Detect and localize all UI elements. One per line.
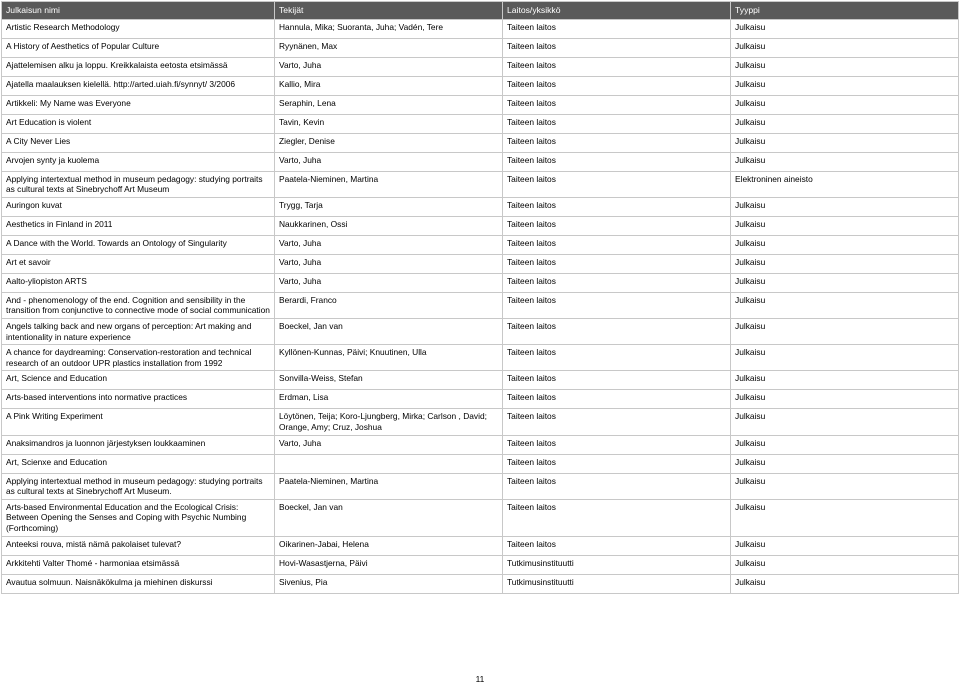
type-cell: Julkaisu xyxy=(731,435,959,454)
authors-cell: Boeckel, Jan van xyxy=(275,318,503,344)
table-row xyxy=(2,345,959,371)
authors-cell: Paatela-Nieminen, Martina xyxy=(275,171,503,197)
authors-cell: Varto, Juha xyxy=(275,57,503,76)
authors-cell: Kallio, Mira xyxy=(275,76,503,95)
table-row xyxy=(2,499,959,536)
department-cell: Taiteen laitos xyxy=(503,254,731,273)
table-row xyxy=(2,574,959,593)
department-cell: Taiteen laitos xyxy=(503,197,731,216)
authors-cell: Seraphin, Lena xyxy=(275,95,503,114)
table-row xyxy=(2,371,959,390)
department-cell: Taiteen laitos xyxy=(503,19,731,38)
table-header xyxy=(2,2,959,20)
type-cell: Julkaisu xyxy=(731,133,959,152)
type-cell: Julkaisu xyxy=(731,292,959,318)
type-cell: Julkaisu xyxy=(731,57,959,76)
table-row xyxy=(2,409,959,435)
table-row xyxy=(2,171,959,197)
department-cell: Taiteen laitos xyxy=(503,152,731,171)
type-cell: Julkaisu xyxy=(731,76,959,95)
type-cell: Julkaisu xyxy=(731,114,959,133)
authors-cell: Oikarinen-Jabai, Helena xyxy=(275,536,503,555)
title-cell: A chance for daydreaming: Conservation-restoration and technical research of an outdoor UPR plastics installation from 1992 xyxy=(2,345,275,371)
title-cell: A City Never Lies xyxy=(2,133,275,152)
department-cell: Taiteen laitos xyxy=(503,57,731,76)
title-cell: Art et savoir xyxy=(2,254,275,273)
title-cell: Aesthetics in Finland in 2011 xyxy=(2,216,275,235)
authors-cell: Tavin, Kevin xyxy=(275,114,503,133)
authors-cell xyxy=(275,454,503,473)
column-header-title: Julkaisun nimi xyxy=(2,2,275,20)
title-cell: Aalto-yliopiston ARTS xyxy=(2,273,275,292)
table-row xyxy=(2,38,959,57)
table-row xyxy=(2,273,959,292)
authors-cell: Kyllönen-Kunnas, Päivi; Knuutinen, Ulla xyxy=(275,345,503,371)
type-cell: Julkaisu xyxy=(731,499,959,536)
department-cell: Taiteen laitos xyxy=(503,133,731,152)
department-cell: Taiteen laitos xyxy=(503,235,731,254)
department-cell: Taiteen laitos xyxy=(503,114,731,133)
department-cell: Taiteen laitos xyxy=(503,371,731,390)
table-row xyxy=(2,152,959,171)
type-cell: Julkaisu xyxy=(731,345,959,371)
column-header-department: Laitos/yksikkö xyxy=(503,2,731,20)
table-row xyxy=(2,19,959,38)
department-cell: Taiteen laitos xyxy=(503,95,731,114)
title-cell: Ajatella maalauksen kielellä. http://arted.uiah.fi/synnyt/ 3/2006 xyxy=(2,76,275,95)
authors-cell: Ryynänen, Max xyxy=(275,38,503,57)
authors-cell: Hovi-Wasastjerna, Päivi xyxy=(275,555,503,574)
department-cell: Taiteen laitos xyxy=(503,499,731,536)
column-header-type: Tyyppi xyxy=(731,2,959,20)
authors-cell: Löytönen, Teija; Koro-Ljungberg, Mirka; Carlson , David; Orange, Amy; Cruz, Joshua xyxy=(275,409,503,435)
table-row xyxy=(2,390,959,409)
department-cell: Taiteen laitos xyxy=(503,345,731,371)
department-cell: Taiteen laitos xyxy=(503,536,731,555)
type-cell: Julkaisu xyxy=(731,273,959,292)
table-row xyxy=(2,57,959,76)
type-cell: Julkaisu xyxy=(731,574,959,593)
authors-cell: Berardi, Franco xyxy=(275,292,503,318)
department-cell: Tutkimusinstituutti xyxy=(503,574,731,593)
title-cell: And - phenomenology of the end. Cognition and sensibility in the transition from conjunctive to connective mode of social communication xyxy=(2,292,275,318)
title-cell: Arkkitehti Valter Thomé - harmoniaa etsimässä xyxy=(2,555,275,574)
department-cell: Taiteen laitos xyxy=(503,38,731,57)
type-cell: Julkaisu xyxy=(731,38,959,57)
type-cell: Julkaisu xyxy=(731,555,959,574)
title-cell: Art, Science and Education xyxy=(2,371,275,390)
title-cell: Anaksimandros ja luonnon järjestyksen loukkaaminen xyxy=(2,435,275,454)
authors-cell: Sonvilla-Weiss, Stefan xyxy=(275,371,503,390)
department-cell: Taiteen laitos xyxy=(503,171,731,197)
department-cell: Taiteen laitos xyxy=(503,409,731,435)
type-cell: Julkaisu xyxy=(731,95,959,114)
title-cell: Auringon kuvat xyxy=(2,197,275,216)
header-row xyxy=(2,2,959,20)
type-cell: Julkaisu xyxy=(731,536,959,555)
type-cell: Julkaisu xyxy=(731,216,959,235)
table-row xyxy=(2,318,959,344)
title-cell: Art, Scienxe and Education xyxy=(2,454,275,473)
type-cell: Julkaisu xyxy=(731,197,959,216)
table-row xyxy=(2,292,959,318)
department-cell: Taiteen laitos xyxy=(503,292,731,318)
title-cell: A Pink Writing Experiment xyxy=(2,409,275,435)
department-cell: Taiteen laitos xyxy=(503,273,731,292)
title-cell: Ajattelemisen alku ja loppu. Kreikkalaista eetosta etsimässä xyxy=(2,57,275,76)
type-cell: Julkaisu xyxy=(731,454,959,473)
table-body xyxy=(2,19,959,593)
table-row xyxy=(2,536,959,555)
table-row xyxy=(2,435,959,454)
title-cell: Applying intertextual method in museum pedagogy: studying portraits as cultural texts at Sinebrychoff Art Museum xyxy=(2,171,275,197)
type-cell: Julkaisu xyxy=(731,409,959,435)
title-cell: Angels talking back and new organs of perception: Art making and intentionality in nature experience xyxy=(2,318,275,344)
type-cell: Julkaisu xyxy=(731,371,959,390)
publications-table xyxy=(1,1,959,594)
title-cell: A Dance with the World. Towards an Ontology of Singularity xyxy=(2,235,275,254)
column-header-authors: Tekijät xyxy=(275,2,503,20)
title-cell: Arts-based interventions into normative practices xyxy=(2,390,275,409)
authors-cell: Varto, Juha xyxy=(275,152,503,171)
title-cell: Artikkeli: My Name was Everyone xyxy=(2,95,275,114)
title-cell: Art Education is violent xyxy=(2,114,275,133)
department-cell: Taiteen laitos xyxy=(503,454,731,473)
department-cell: Tutkimusinstituutti xyxy=(503,555,731,574)
table-row xyxy=(2,133,959,152)
department-cell: Taiteen laitos xyxy=(503,318,731,344)
department-cell: Taiteen laitos xyxy=(503,435,731,454)
authors-cell: Varto, Juha xyxy=(275,435,503,454)
department-cell: Taiteen laitos xyxy=(503,76,731,95)
title-cell: Arvojen synty ja kuolema xyxy=(2,152,275,171)
table-row xyxy=(2,216,959,235)
authors-cell: Varto, Juha xyxy=(275,254,503,273)
type-cell: Julkaisu xyxy=(731,318,959,344)
type-cell: Julkaisu xyxy=(731,473,959,499)
table-row xyxy=(2,254,959,273)
table-row xyxy=(2,197,959,216)
department-cell: Taiteen laitos xyxy=(503,473,731,499)
title-cell: Arts-based Environmental Education and the Ecological Crisis: Between Opening the Senses and Coping with Psychic Numbing (Forthcoming) xyxy=(2,499,275,536)
authors-cell: Varto, Juha xyxy=(275,235,503,254)
type-cell: Julkaisu xyxy=(731,235,959,254)
title-cell: Artistic Research Methodology xyxy=(2,19,275,38)
authors-cell: Ziegler, Denise xyxy=(275,133,503,152)
table-row xyxy=(2,473,959,499)
department-cell: Taiteen laitos xyxy=(503,216,731,235)
title-cell: Applying intertextual method in museum pedagogy: studying portraits as cultural texts at Sinebrychoff Art Museum. xyxy=(2,473,275,499)
authors-cell: Paatela-Nieminen, Martina xyxy=(275,473,503,499)
table-row xyxy=(2,95,959,114)
title-cell: Avautua solmuun. Naisnäkökulma ja miehinen diskurssi xyxy=(2,574,275,593)
authors-cell: Trygg, Tarja xyxy=(275,197,503,216)
authors-cell: Varto, Juha xyxy=(275,273,503,292)
type-cell: Julkaisu xyxy=(731,19,959,38)
authors-cell: Erdman, Lisa xyxy=(275,390,503,409)
department-cell: Taiteen laitos xyxy=(503,390,731,409)
title-cell: A History of Aesthetics of Popular Culture xyxy=(2,38,275,57)
authors-cell: Sivenius, Pia xyxy=(275,574,503,593)
type-cell: Julkaisu xyxy=(731,254,959,273)
type-cell: Elektroninen aineisto xyxy=(731,171,959,197)
page-number: 11 xyxy=(475,674,485,684)
table-row xyxy=(2,76,959,95)
authors-cell: Hannula, Mika; Suoranta, Juha; Vadén, Tere xyxy=(275,19,503,38)
type-cell: Julkaisu xyxy=(731,390,959,409)
table-row xyxy=(2,114,959,133)
authors-cell: Naukkarinen, Ossi xyxy=(275,216,503,235)
table-row xyxy=(2,454,959,473)
table-row xyxy=(2,235,959,254)
type-cell: Julkaisu xyxy=(731,152,959,171)
authors-cell: Boeckel, Jan van xyxy=(275,499,503,536)
title-cell: Anteeksi rouva, mistä nämä pakolaiset tulevat? xyxy=(2,536,275,555)
table-row xyxy=(2,555,959,574)
